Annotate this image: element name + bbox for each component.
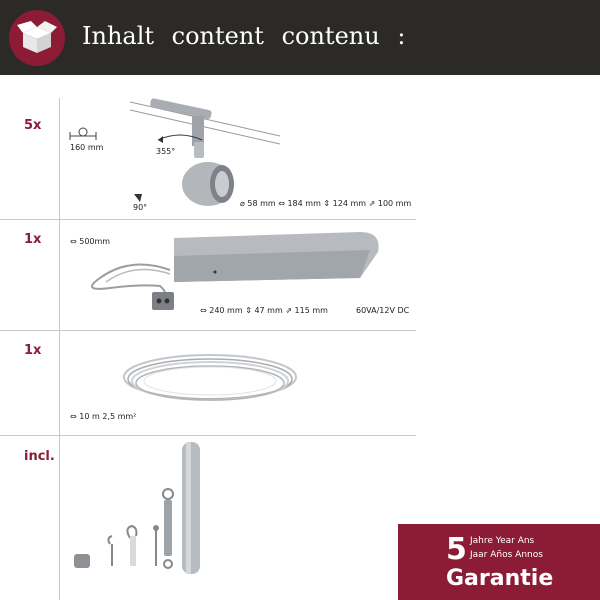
row-divider bbox=[0, 330, 416, 331]
dimension-length: ⇔ 240 mm bbox=[200, 306, 243, 315]
tilt-label: 90° bbox=[133, 203, 148, 212]
spotlight-dimensions bbox=[240, 199, 411, 208]
row-quantity: 1x bbox=[24, 343, 42, 358]
row-divider bbox=[0, 219, 416, 220]
transformer-dimensions bbox=[200, 306, 328, 315]
guarantee-title: Garantie bbox=[446, 566, 554, 591]
dimension-length: ⇔ 184 mm bbox=[278, 199, 321, 208]
dimension-cross-section: 2,5 mm² bbox=[102, 412, 137, 421]
guarantee-line1: Jahre Year Ans bbox=[470, 536, 535, 546]
spacing-label: 160 mm bbox=[70, 143, 104, 152]
row-quantity: 5x bbox=[24, 118, 42, 133]
dimension-height: ⇕ 47 mm bbox=[245, 306, 283, 315]
guarantee-badge bbox=[398, 524, 600, 600]
rotation-label: 355° bbox=[156, 147, 176, 156]
header-bar bbox=[0, 0, 600, 75]
dimension-diameter: ⌀ 58 mm bbox=[240, 199, 276, 208]
row-quantity: 1x bbox=[24, 232, 42, 247]
spacing-icon bbox=[68, 127, 98, 141]
guarantee-years: 5 bbox=[446, 532, 467, 567]
dimension-height: ⇕ 124 mm bbox=[323, 199, 367, 208]
dimension-length: ⇔ 10 m bbox=[70, 412, 100, 421]
cable-length-label: ⇔ 500mm bbox=[70, 237, 111, 246]
cable-coil-illustration bbox=[120, 345, 300, 415]
dimension-depth: ⇗ 115 mm bbox=[285, 306, 328, 315]
page-title: Inhalt content contenu : bbox=[82, 22, 406, 50]
column-divider bbox=[59, 98, 60, 600]
spotlight-illustration bbox=[130, 96, 280, 216]
cable-dimensions bbox=[70, 412, 136, 421]
dimension-depth: ⇗ 100 mm bbox=[368, 199, 412, 208]
open-box-icon bbox=[9, 10, 65, 66]
power-rating: 60VA/12V DC bbox=[356, 306, 410, 315]
accessories-illustration bbox=[66, 440, 236, 578]
row-quantity: incl. bbox=[24, 449, 55, 464]
transformer-illustration bbox=[70, 226, 400, 318]
guarantee-line2: Jaar Años Annos bbox=[470, 550, 543, 560]
row-divider bbox=[0, 435, 416, 436]
